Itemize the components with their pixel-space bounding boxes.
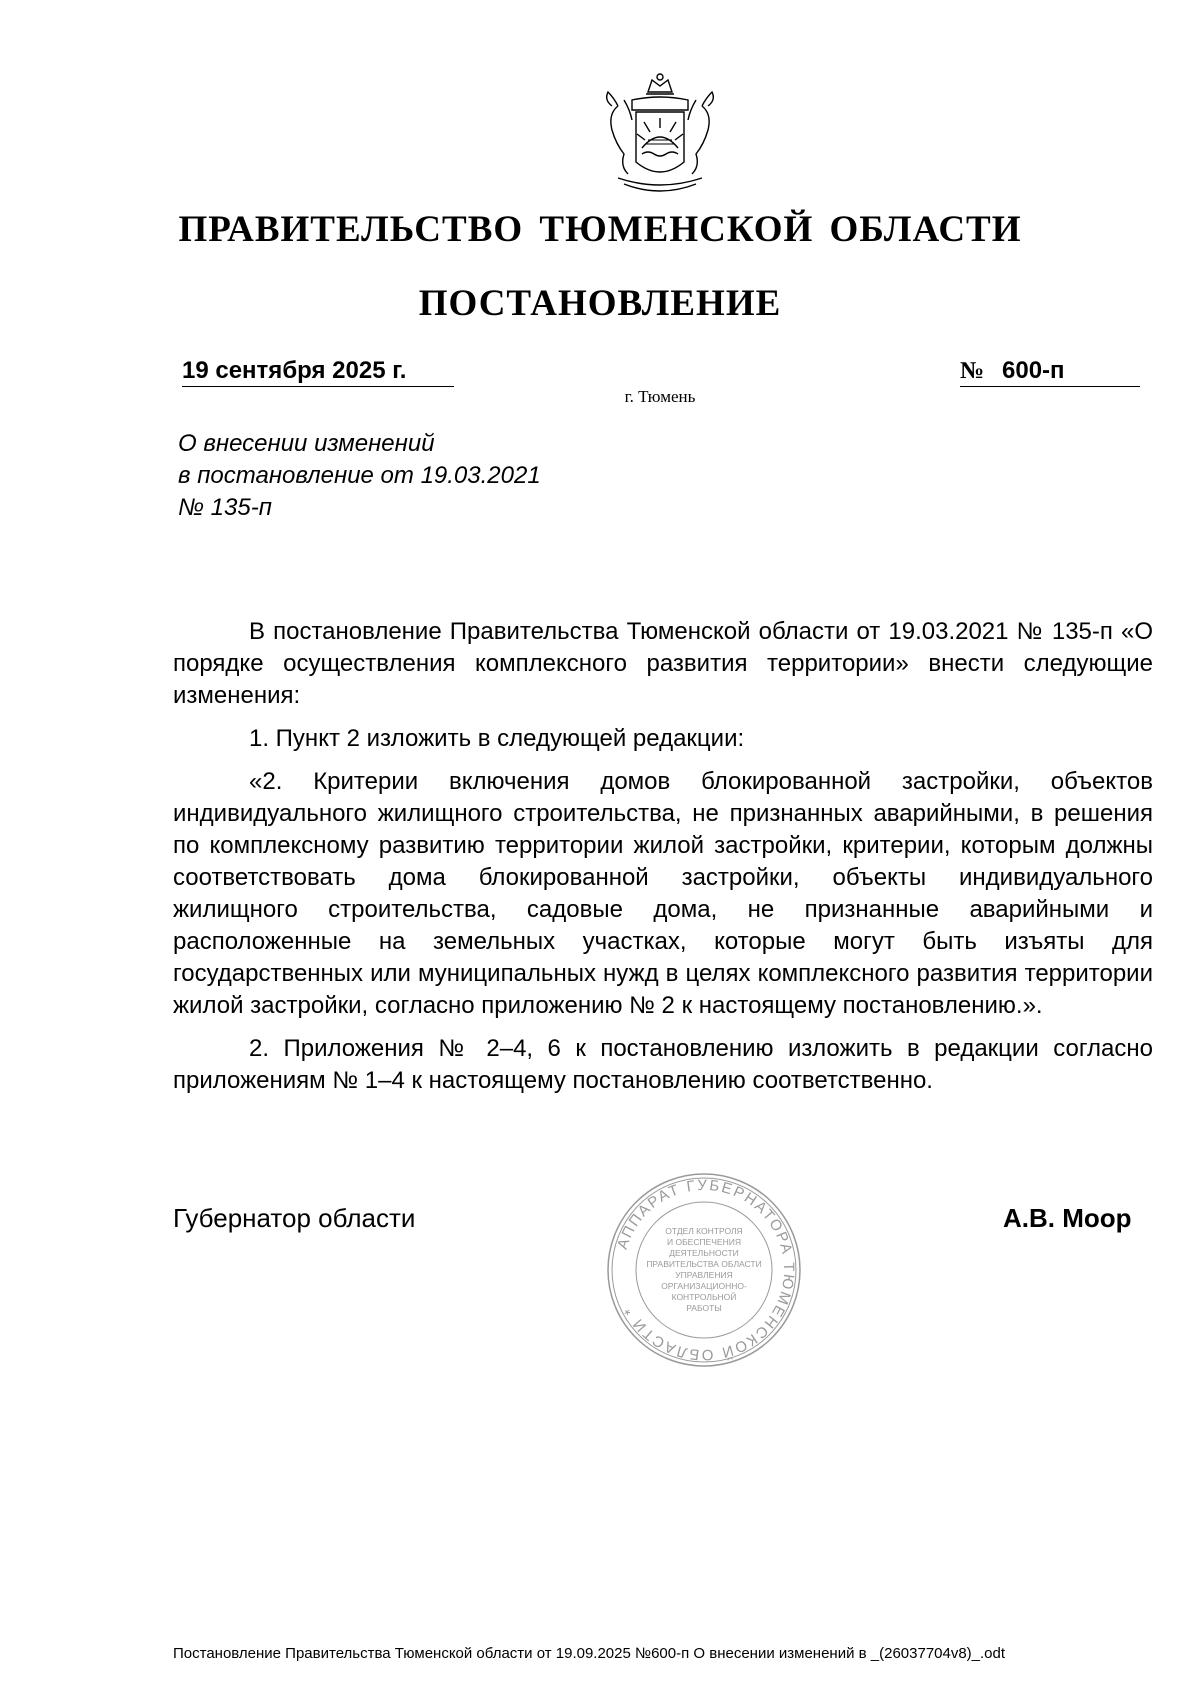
file-footer: Постановление Правительства Тюменской области от 19.09.2025 №600-п О внесении изменений в _(26037704v8)_.odt xyxy=(173,1645,1006,1662)
document-subject xyxy=(178,428,698,524)
svg-text:КОНТРОЛЬНОЙ: КОНТРОЛЬНОЙ xyxy=(671,1292,737,1302)
document-number-field xyxy=(960,356,1140,387)
svg-text:РАБОТЫ: РАБОТЫ xyxy=(686,1303,722,1313)
body-paragraph: 2. Приложения № 2–4, 6 к постановлению изложить в редакции согласно приложениям № 1–4 к настоящему постановлению соответственно. xyxy=(173,1035,1153,1094)
svg-text:ОТДЕЛ КОНТРОЛЯ: ОТДЕЛ КОНТРОЛЯ xyxy=(665,1226,743,1236)
document-body xyxy=(173,616,1153,1108)
document-date: 19 сентября 2025 г. xyxy=(182,356,454,387)
body-paragraph: В постановление Правительства Тюменской области от 19.03.2021 № 135-п «О порядке осуществления комплексного развития территории» внести следующие изменения: xyxy=(173,618,1153,709)
body-paragraph: 1. Пункт 2 изложить в следующей редакции: xyxy=(249,725,745,752)
official-seal-stamp-icon xyxy=(604,1170,804,1370)
city-label: г. Тюмень xyxy=(624,387,696,406)
coat-of-arms-emblem-icon xyxy=(590,70,730,200)
subject-line: в постановление от 19.03.2021 xyxy=(178,462,541,489)
document-number: 600-п xyxy=(1002,357,1065,384)
svg-text:И ОБЕСПЕЧЕНИЯ: И ОБЕСПЕЧЕНИЯ xyxy=(667,1237,741,1247)
svg-text:АППАРАТ ГУБЕРНАТОРА ТЮМЕНСКОЙ: АППАРАТ ГУБЕРНАТОРА ТЮМЕНСКОЙ ОБЛАСТИ * xyxy=(613,1176,798,1364)
body-paragraph: «2. Критерии включения домов блокированной застройки, объектов индивидуального жилищного строительства, не признанных аварийными, в решения по комплексному развитию территории жилой застройки, критерии, которым должны соответствовать дома блокированной застройки, объекты индивидуального жилищного строительства, садовые дома, не признанные аварийными и расположенные на земельных участках, которые могут быть изъяты для государственных или муниципальных нужд в целях комплексного развития территории жилой застройки, согласно приложению № 2 к настоящему постановлению.». xyxy=(173,768,1153,1019)
signer-position: Губернатор области xyxy=(173,1203,416,1233)
organization-title: ПРАВИТЕЛЬСТВО ТЮМЕНСКОЙ ОБЛАСТИ xyxy=(178,209,1022,250)
svg-text:ПРАВИТЕЛЬСТВА ОБЛАСТИ: ПРАВИТЕЛЬСТВА ОБЛАСТИ xyxy=(646,1259,762,1269)
subject-line: О внесении изменений xyxy=(178,430,435,457)
number-sign: № xyxy=(960,358,985,384)
document-type-title: ПОСТАНОВЛЕНИЕ xyxy=(418,283,782,324)
signer-name: А.В. Моор xyxy=(1003,1203,1132,1233)
subject-line: № 135-п xyxy=(178,494,272,521)
svg-text:УПРАВЛЕНИЯ: УПРАВЛЕНИЯ xyxy=(675,1270,733,1280)
svg-text:ДЕЯТЕЛЬНОСТИ: ДЕЯТЕЛЬНОСТИ xyxy=(669,1248,739,1258)
svg-text:ОРГАНИЗАЦИОННО-: ОРГАНИЗАЦИОННО- xyxy=(661,1281,747,1291)
